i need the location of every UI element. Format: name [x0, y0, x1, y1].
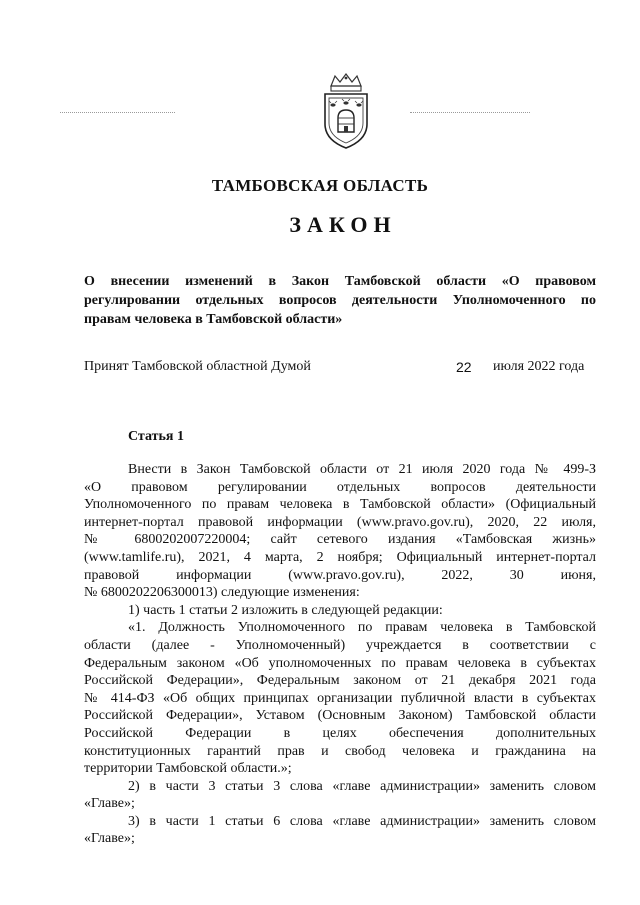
article-body — [84, 461, 596, 848]
scan-artifact-left — [60, 112, 175, 117]
body-line: № 6800202007220004; сайт сетевого издания «Тамбовская жизнь» — [84, 532, 596, 548]
adopted-by-label: Принят Тамбовской областной Думой — [84, 359, 311, 374]
document-type-title: ЗАКОН — [289, 212, 397, 237]
body-line: Российской Федерации», Уставом (Основным Законом) Тамбовской области — [84, 708, 596, 724]
body-line: «О правовом регулировании отдельных вопросов деятельности — [84, 479, 596, 495]
body-line: «1. Должность Уполномоченного по правам человека в Тамбовской — [128, 620, 596, 636]
body-line: Федеральным законом «Об уполномоченных по правам человека в субъектах — [84, 655, 596, 671]
subject-line: правам человека в Тамбовской области» — [84, 312, 343, 327]
body-line: № 414-ФЗ «Об общих принципах организации публичной власти в субъектах — [84, 690, 596, 706]
article-heading: Статья 1 — [128, 429, 184, 444]
body-line: территории Тамбовской области.»; — [84, 761, 292, 777]
adoption-month-year: июля 2022 года — [493, 359, 585, 374]
body-line: 3) в части 1 статьи 6 слова «главе администрации» заменить словом — [128, 813, 596, 829]
subject-line: регулировании отдельных вопросов деятельности Уполномоченного по — [84, 293, 596, 308]
body-line: «Главе»; — [84, 831, 135, 847]
body-line: Российской Федерации в целях обеспечения дополнительных — [84, 725, 596, 741]
body-line: (www.tamlife.ru), 2021, 4 марта, 2 ноября; Официальный интернет-портал — [84, 549, 596, 565]
body-line: 2) в части 3 статьи 3 слова «главе администрации» заменить словом — [128, 778, 596, 794]
coat-of-arms-emblem — [317, 72, 375, 150]
body-line: правовой информации (www.pravo.gov.ru), 2022, 30 июня, — [84, 567, 596, 583]
region-title: ТАМБОВСКАЯ ОБЛАСТЬ — [211, 176, 429, 195]
body-line: «Главе»; — [84, 796, 135, 812]
body-line: Уполномоченного по правам человека в Тамбовской области» (Официальный — [84, 497, 596, 513]
subject-line: О внесении изменений в Закон Тамбовской области «О правовом — [84, 274, 596, 289]
body-line: Внести в Закон Тамбовской области от 21 июля 2020 года № 499-З — [128, 462, 596, 477]
body-line: интернет-портал правовой информации (www.pravo.gov.ru), 2020, 22 июля, — [84, 514, 596, 530]
law-subject — [84, 272, 596, 329]
scan-artifact-right — [410, 112, 530, 117]
body-line: 1) часть 1 статьи 2 изложить в следующей редакции: — [128, 602, 443, 618]
body-line: конституционных гарантий прав и свобод человека и гражданина на — [84, 743, 596, 759]
adoption-line — [84, 359, 596, 379]
body-line: Российской Федерации», Федеральным законом от 21 декабря 2021 года — [84, 673, 596, 689]
body-line: № 6800202206300013) следующие изменения: — [84, 585, 360, 601]
body-line: области (далее - Уполномоченный) учреждается в соответствии с — [84, 637, 596, 653]
adoption-day: 22 — [456, 359, 472, 375]
